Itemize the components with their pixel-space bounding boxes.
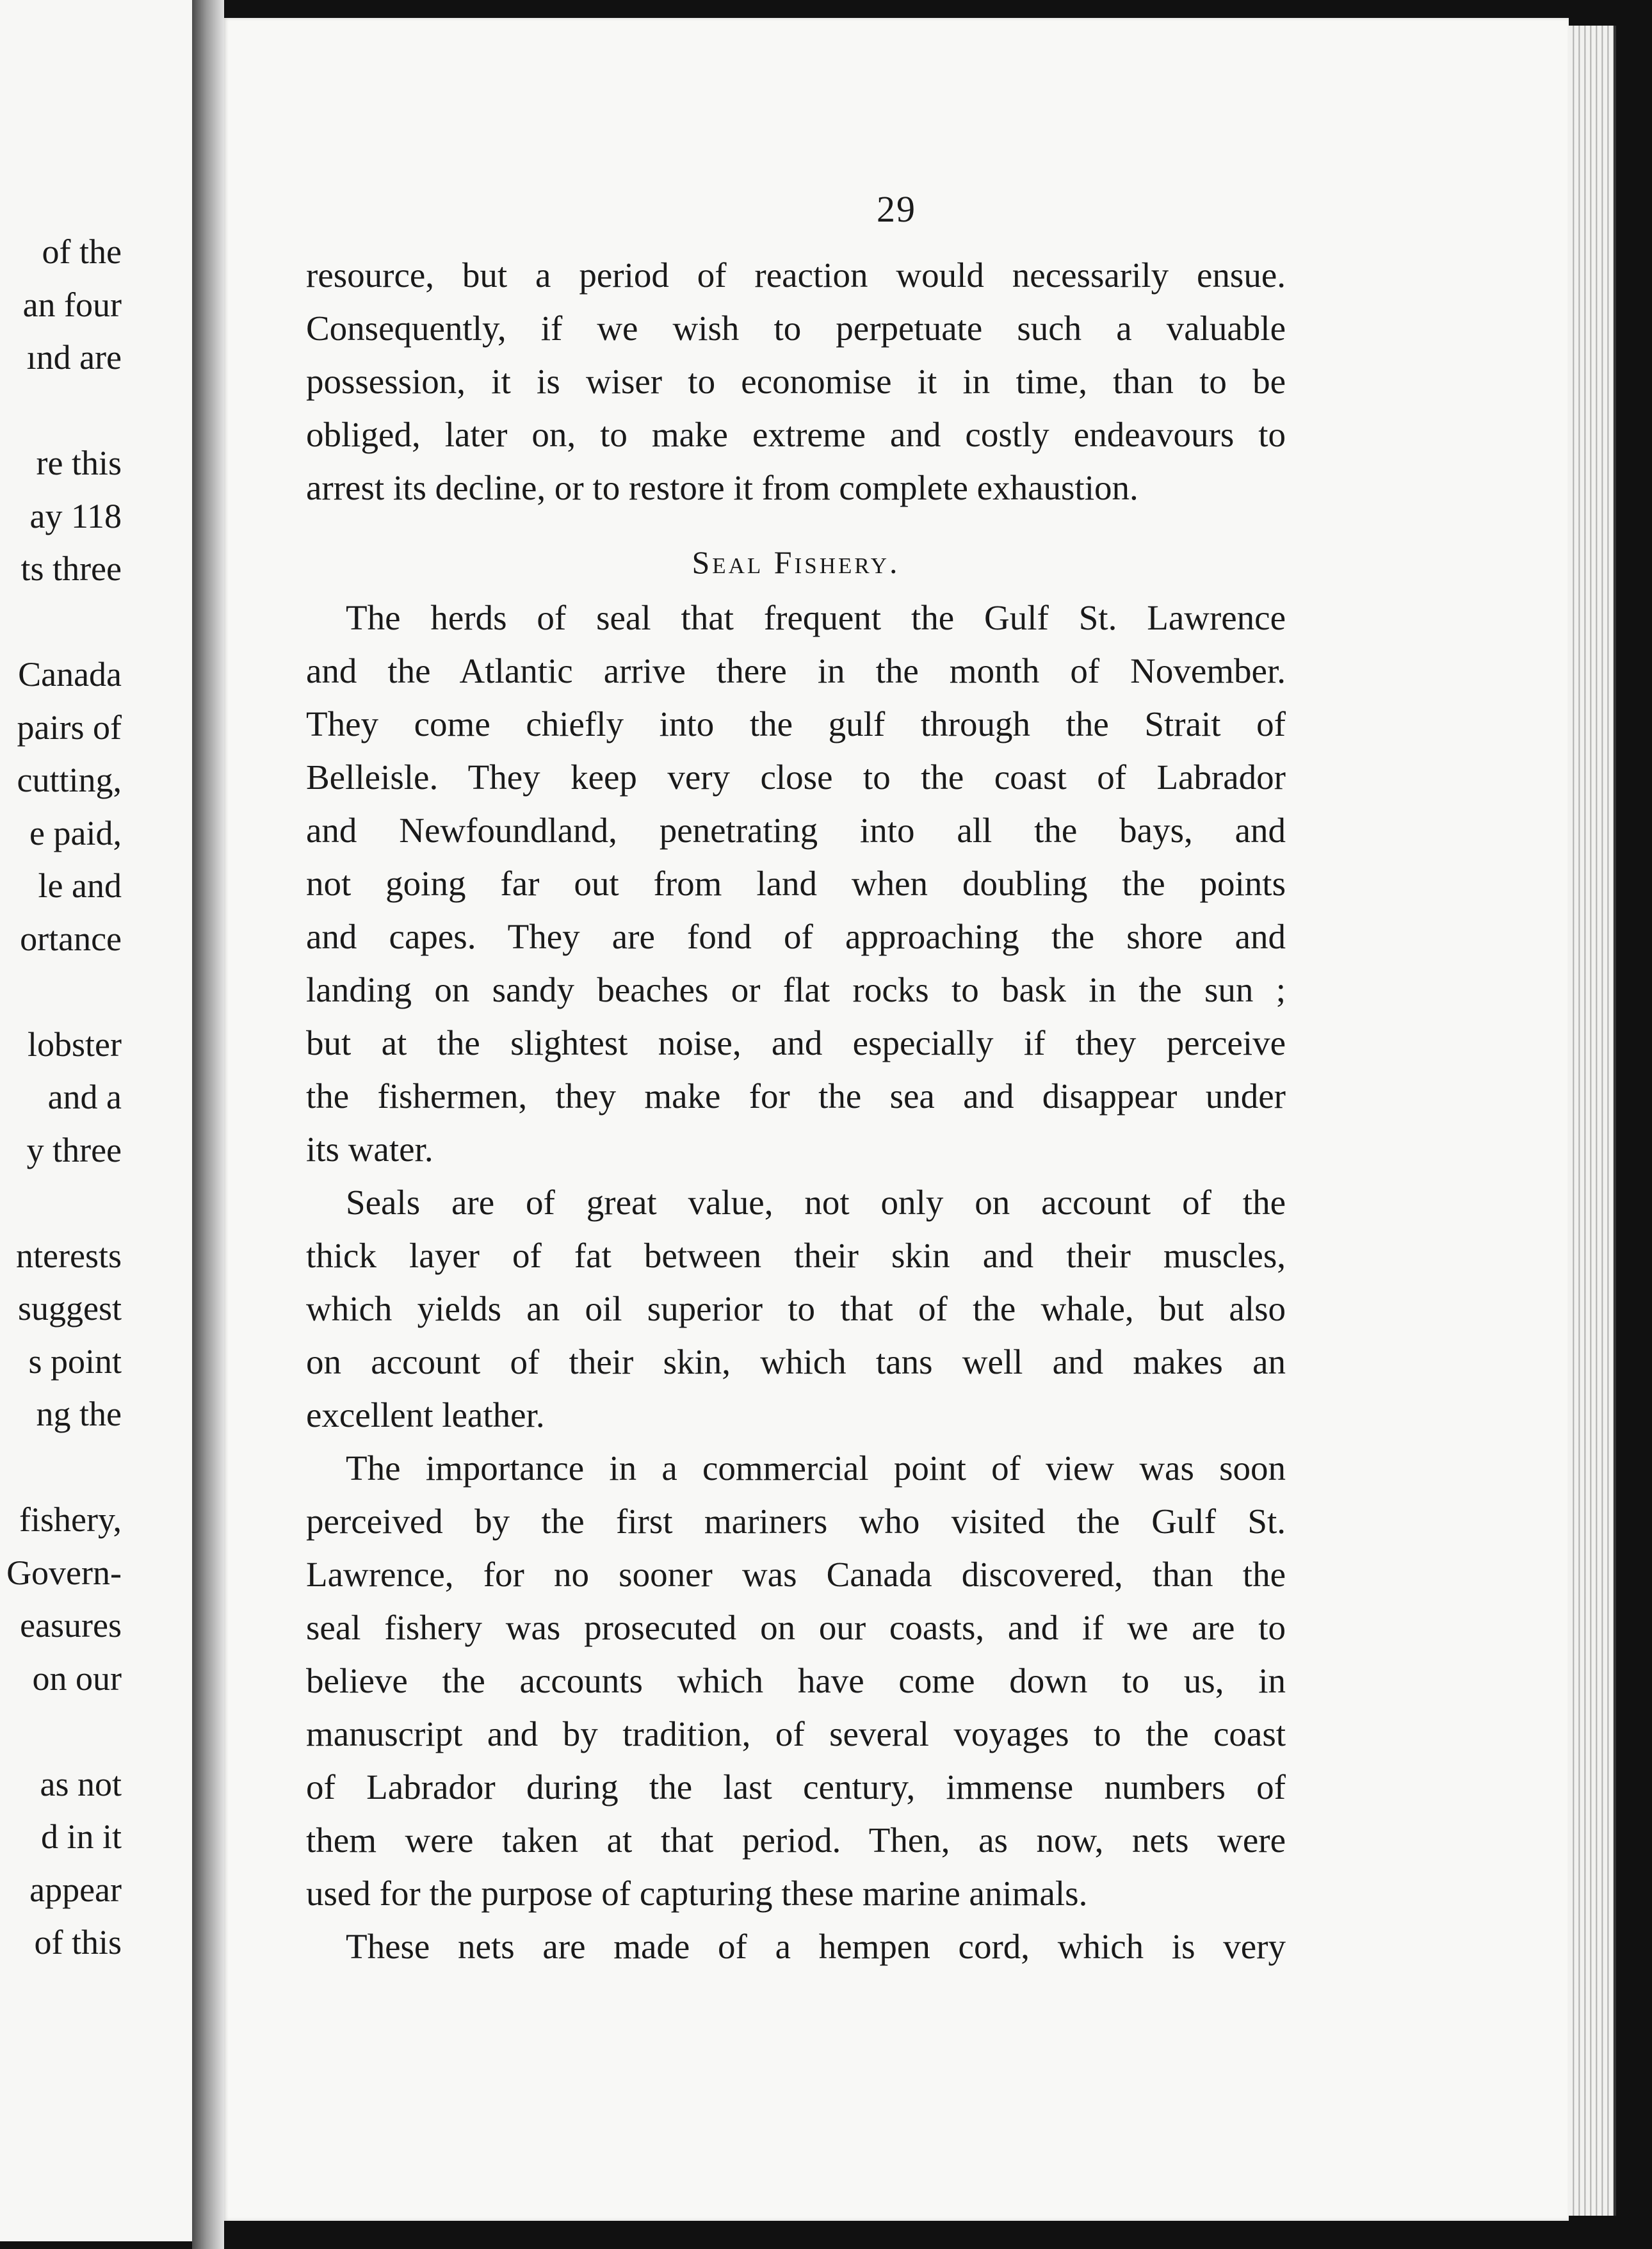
text-line: The herds of seal that frequent the Gulf St. Lawrence [346, 598, 1286, 637]
text-line: and the Atlantic arrive there in the month of November. [306, 651, 1286, 690]
paragraph [306, 1920, 1286, 1973]
text-line: manuscript and by tradition, of several voyages to the coast [306, 1714, 1286, 1753]
text-line: used for the purpose of capturing these marine animals. [306, 1874, 1088, 1913]
left-facing-page [0, 0, 197, 2241]
text-body [306, 248, 1286, 1973]
left-page-line: re this [36, 444, 122, 482]
paragraph [306, 248, 1286, 514]
text-line: excellent leather. [306, 1395, 545, 1434]
left-page-line: nterests [16, 1236, 122, 1275]
left-page-line: d in it [40, 1817, 122, 1856]
text-line: obliged, later on, to make extreme and costly endeavours to [306, 415, 1286, 454]
section-heading: Seal Fishery. [692, 544, 900, 580]
left-page-line: y three [26, 1130, 122, 1169]
text-line: arrest its decline, or to restore it from complete exhaustion. [306, 468, 1138, 507]
paragraph [306, 1441, 1286, 1920]
text-line: perceived by the first mariners who visited the Gulf St. [306, 1502, 1286, 1541]
left-page-line: ortance [20, 919, 122, 958]
left-page-line: of this [34, 1923, 122, 1961]
left-page-line: pairs of [17, 708, 122, 747]
text-line: possession, it is wiser to economise it in time, than to be [306, 362, 1286, 401]
left-page-line: ng the [36, 1395, 122, 1433]
left-page-line: fishery, [19, 1500, 122, 1539]
left-page-line: Canada [18, 655, 122, 694]
text-line: Lawrence, for no sooner was Canada discovered, than the [306, 1555, 1286, 1594]
left-page-line: appear [29, 1870, 122, 1909]
left-page-line: lobster [28, 1025, 122, 1064]
text-line: but at the slightest noise, and especially if they perceive [306, 1023, 1286, 1062]
text-line: Seals are of great value, not only on account of the [346, 1183, 1286, 1222]
left-page-line: and a [47, 1078, 122, 1116]
left-page-line: an four [22, 285, 122, 324]
text-line: and Newfoundland, penetrating into all the bays, and [306, 811, 1286, 850]
text-line: They come chiefly into the gulf through the Strait of [306, 704, 1286, 743]
left-page-line: of the [42, 232, 122, 271]
text-line: Belleisle. They keep very close to the coast of Labrador [306, 758, 1286, 797]
left-page-line: suggest [18, 1289, 122, 1327]
left-page-line: on our [32, 1659, 122, 1698]
text-line: thick layer of fat between their skin and their muscles, [306, 1236, 1286, 1275]
text-line: The importance in a commercial point of view was soon [346, 1449, 1286, 1488]
text-line: them were taken at that period. Then, as now, nets were [306, 1821, 1286, 1860]
text-line: the fishermen, they make for the sea and disappear under [306, 1076, 1286, 1116]
text-line: landing on sandy beaches or flat rocks to bask in the sun ; [306, 970, 1286, 1009]
left-page-line: e paid, [29, 813, 122, 852]
page [224, 18, 1569, 2221]
left-page-line: easures [20, 1606, 122, 1644]
text-line: resource, but a period of reaction would necessarily ensue. [306, 256, 1286, 295]
left-page-line: ts three [20, 549, 122, 588]
page-edges [1569, 26, 1616, 2216]
left-page-line: Govern- [6, 1553, 122, 1592]
left-page-line: cutting, [17, 761, 122, 799]
left-page-line: as not [40, 1764, 122, 1803]
text-line: seal fishery was prosecuted on our coasts, and if we are to [306, 1608, 1286, 1647]
paragraph [306, 1176, 1286, 1441]
left-page-line: ay 118 [29, 496, 122, 535]
left-page-line: ınd are [26, 338, 122, 377]
text-line: believe the accounts which have come down to us, in [306, 1661, 1286, 1700]
left-page-line: le and [38, 866, 122, 905]
paragraph [306, 591, 1286, 1176]
text-line: Consequently, if we wish to perpetuate such a valuable [306, 309, 1286, 348]
text-line: which yields an oil superior to that of the whale, but also [306, 1289, 1286, 1328]
left-page-line: s point [28, 1342, 122, 1381]
text-line: These nets are made of a hempen cord, which is very [346, 1927, 1286, 1966]
text-line: of Labrador during the last century, immense numbers of [306, 1767, 1286, 1807]
text-line: not going far out from land when doubling the points [306, 864, 1286, 903]
text-line: on account of their skin, which tans well and makes an [306, 1342, 1286, 1381]
text-line: and capes. They are fond of approaching the shore and [306, 917, 1286, 956]
page-number: 29 [877, 188, 916, 230]
text-line: its water. [306, 1130, 433, 1169]
book-gutter [192, 0, 224, 2249]
